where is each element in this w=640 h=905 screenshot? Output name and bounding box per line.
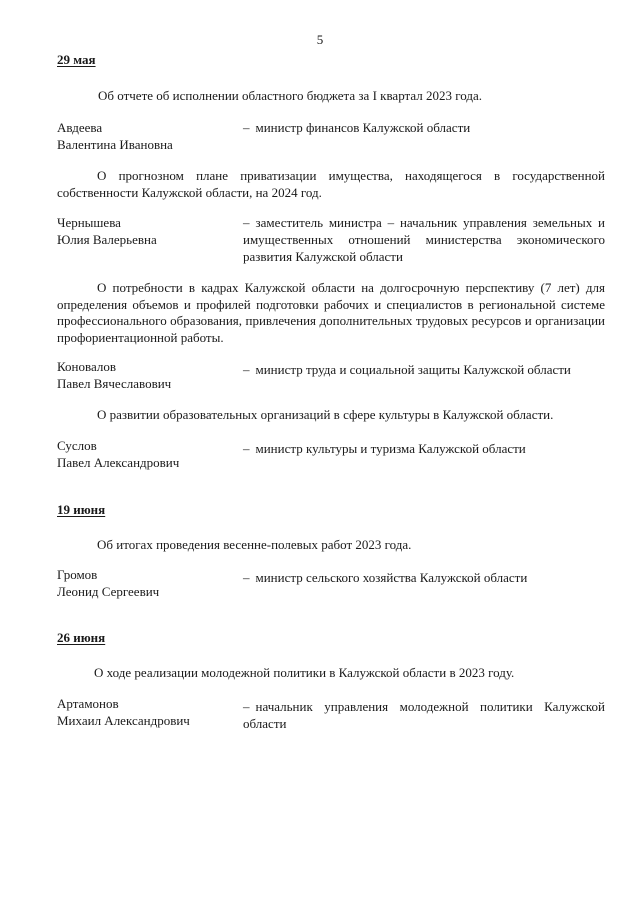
speaker-given-name: Павел Александрович: [57, 455, 180, 470]
agenda-topic: О ходе реализации молодежной политики в Калужской области в 2023 году.: [94, 665, 515, 680]
speaker-surname: Коновалов: [57, 359, 116, 374]
speaker-role-text: начальник управления молодежной политики Калужской области: [243, 699, 605, 731]
section-date: 19 июня: [57, 502, 106, 517]
speaker-given-name: Валентина Ивановна: [57, 137, 173, 152]
agenda-topic: Об итогах проведения весенне-полевых работ 2023 года.: [97, 537, 412, 552]
speaker-name: [57, 358, 171, 392]
speaker-role-text: заместитель министра – начальник управления земельных и имущественных отношений министерства экономического развития Калужской области: [243, 215, 605, 264]
page-number: 5: [316, 32, 324, 47]
speaker-name: [57, 437, 179, 471]
speaker-surname: Чернышева: [57, 215, 121, 230]
speaker-given-name: Юлия Валерьевна: [57, 232, 157, 247]
speaker-surname: Суслов: [57, 438, 97, 453]
speaker-role: – министр труда и социальной защиты Калужской области: [243, 362, 571, 377]
agenda-topic: Об отчете об исполнении областного бюджета за I квартал 2023 года.: [98, 88, 483, 103]
speaker-role-text: министр культуры и туризма Калужской области: [255, 441, 526, 456]
speaker-role: – начальник управления молодежной политики Калужской области: [243, 699, 605, 731]
agenda-topic: О развитии образовательных организаций в сфере культуры в Калужской области.: [97, 407, 554, 422]
section-date: 26 июня: [57, 630, 106, 645]
speaker-surname: Артамонов: [57, 696, 119, 711]
speaker-name: [57, 119, 173, 153]
speaker-name: [57, 695, 190, 729]
speaker-given-name: Михаил Александрович: [57, 713, 190, 728]
speaker-role-text: министр труда и социальной защиты Калужской области: [255, 362, 571, 377]
speaker-role-text: министр сельского хозяйства Калужской области: [255, 570, 528, 585]
speaker-surname: Авдеева: [57, 120, 103, 135]
speaker-name: [57, 566, 159, 600]
speaker-given-name: Леонид Сергеевич: [57, 584, 160, 599]
section-date: 29 мая: [57, 52, 96, 67]
speaker-given-name: Павел Вячеславович: [57, 376, 172, 391]
agenda-topic: О прогнозном плане приватизации имущества, находящегося в государственной собственности Калужской области, на 2024 год.: [57, 168, 605, 200]
speaker-role: – министр культуры и туризма Калужской области: [243, 441, 526, 456]
speaker-role: – министр финансов Калужской области: [243, 120, 471, 135]
speaker-role: – министр сельского хозяйства Калужской области: [243, 570, 528, 585]
agenda-topic: О потребности в кадрах Калужской области на долгосрочную перспективу (7 лет) для определения объемов и профилей подготовки рабочих и специалистов в региональной системе профессионального образования, привлечения дополнительных трудовых ресурсов и организации профориентационной работы.: [57, 280, 605, 345]
speaker-role-text: министр финансов Калужской области: [255, 120, 471, 135]
speaker-role: – заместитель министра – начальник управления земельных и имущественных отношений министерства экономического развития Калужской области: [243, 215, 605, 264]
speaker-name: [57, 214, 157, 248]
speaker-surname: Громов: [57, 567, 98, 582]
